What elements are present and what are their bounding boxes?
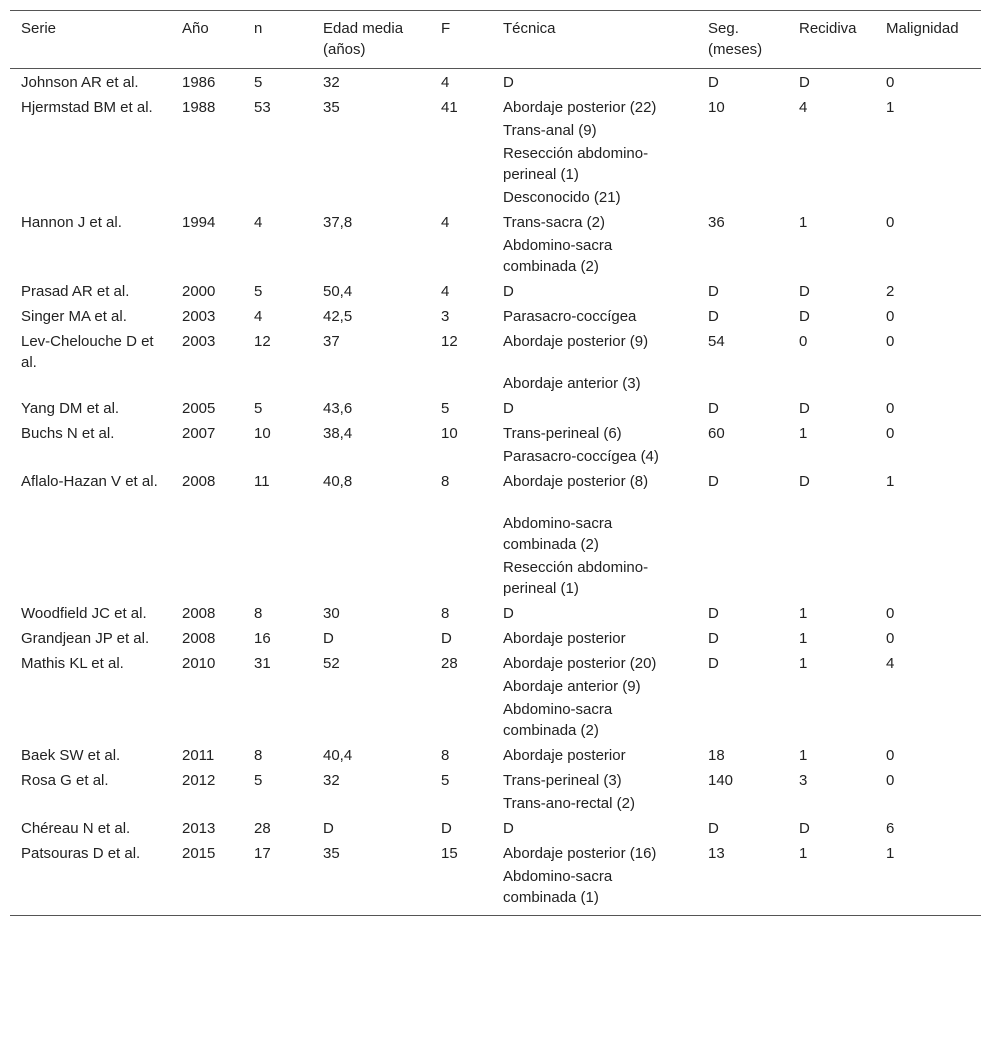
cell-tecnica — [492, 397, 697, 422]
header-f: F — [441, 20, 451, 37]
tecnica-line: Parasacro-coccígea (4) — [503, 448, 659, 465]
tecnica-line: Desconocido (21) — [503, 189, 621, 206]
cell-tecnica — [492, 602, 697, 627]
cell-malignidad: 0 — [886, 400, 895, 417]
cell-f: D — [441, 630, 452, 647]
cell-serie: Chéreau N et al. — [21, 820, 131, 837]
cell-f: 5 — [441, 400, 450, 417]
tecnica-line: Trans-anal (9) — [503, 122, 597, 139]
cell-malignidad: 0 — [886, 333, 895, 350]
cell-seguimiento: 60 — [708, 425, 725, 442]
table-row — [10, 211, 981, 280]
cell-anio: 2005 — [182, 400, 216, 417]
cell-edad-media: 30 — [323, 605, 340, 622]
table-header — [10, 11, 981, 69]
cell-serie: Singer MA et al. — [21, 308, 127, 325]
tecnica-line: Abordaje posterior — [503, 630, 626, 647]
cell-n: 4 — [254, 308, 263, 325]
tecnica-line: Abordaje posterior (9) — [503, 333, 649, 350]
cell-n: 31 — [254, 655, 271, 672]
cell-edad-media: 32 — [323, 772, 340, 789]
cell-serie: Patsouras D et al. — [21, 845, 141, 862]
cell-anio: 1994 — [182, 214, 216, 231]
cell-f: 4 — [441, 74, 450, 91]
cell-tecnica — [492, 817, 697, 842]
header-anio: Año — [182, 20, 209, 37]
cell-n: 5 — [254, 772, 263, 789]
cell-recidiva: 1 — [799, 605, 808, 622]
table-row — [10, 652, 981, 744]
cell-edad-media: 50,4 — [323, 283, 353, 300]
table-row — [10, 69, 981, 97]
cell-seguimiento: D — [708, 473, 719, 490]
tecnica-line: Abdomino-sacra combinada (2) — [503, 515, 613, 553]
table-row — [10, 422, 981, 470]
cell-anio: 2007 — [182, 425, 216, 442]
cell-malignidad: 0 — [886, 747, 895, 764]
header-serie: Serie — [21, 20, 57, 37]
cell-anio: 1986 — [182, 74, 216, 91]
cell-anio: 2003 — [182, 308, 216, 325]
cell-edad-media: D — [323, 630, 334, 647]
cell-f: 41 — [441, 99, 458, 116]
cell-recidiva: D — [799, 473, 810, 490]
cell-anio: 2010 — [182, 655, 216, 672]
tecnica-line: Abdomino-sacra combinada (2) — [503, 701, 613, 739]
cell-anio: 1988 — [182, 99, 216, 116]
cell-seguimiento: 54 — [708, 333, 725, 350]
header-recidiva: Recidiva — [799, 20, 857, 37]
cell-serie: Aflalo-Hazan V et al. — [21, 473, 158, 490]
cell-serie: Buchs N et al. — [21, 425, 115, 442]
cell-anio: 2013 — [182, 820, 216, 837]
cell-serie: Hjermstad BM et al. — [21, 99, 153, 116]
table-row — [10, 842, 981, 916]
table-row — [10, 602, 981, 627]
table-row — [10, 769, 981, 817]
tecnica-line: D — [503, 74, 514, 91]
cell-serie: Rosa G et al. — [21, 772, 109, 789]
tecnica-line: D — [503, 605, 514, 622]
cell-serie: Baek SW et al. — [21, 747, 121, 764]
cell-anio: 2003 — [182, 333, 216, 350]
header-malignidad: Malignidad — [886, 20, 959, 37]
cell-anio: 2015 — [182, 845, 216, 862]
cell-recidiva: 1 — [799, 747, 808, 764]
series-table — [10, 10, 981, 916]
header-tecnica: Técnica — [503, 20, 556, 37]
cell-f: 8 — [441, 605, 450, 622]
cell-recidiva: 3 — [799, 772, 808, 789]
cell-anio: 2011 — [182, 747, 215, 764]
tecnica-line: Trans-perineal (3) — [503, 772, 622, 789]
cell-tecnica — [492, 652, 697, 744]
cell-recidiva: D — [799, 283, 810, 300]
cell-edad-media: 52 — [323, 655, 340, 672]
cell-seguimiento: D — [708, 283, 719, 300]
tecnica-line: Parasacro-coccígea — [503, 308, 637, 325]
table-row — [10, 744, 981, 769]
cell-n: 8 — [254, 605, 263, 622]
cell-f: 4 — [441, 283, 450, 300]
cell-tecnica — [492, 627, 697, 652]
cell-recidiva: D — [799, 820, 810, 837]
cell-edad-media: 35 — [323, 845, 340, 862]
cell-f: 15 — [441, 845, 458, 862]
cell-malignidad: 2 — [886, 283, 895, 300]
cell-f: 8 — [441, 473, 450, 490]
cell-recidiva: 4 — [799, 99, 808, 116]
cell-malignidad: 0 — [886, 308, 895, 325]
cell-malignidad: 0 — [886, 214, 895, 231]
tecnica-line: D — [503, 400, 514, 417]
cell-tecnica — [492, 330, 697, 397]
cell-n: 5 — [254, 74, 263, 91]
cell-tecnica — [492, 211, 697, 280]
cell-edad-media: 40,8 — [323, 473, 353, 490]
cell-tecnica — [492, 305, 697, 330]
tecnica-line: Trans-ano-rectal (2) — [503, 795, 635, 812]
cell-serie: Johnson AR et al. — [21, 74, 139, 91]
cell-serie: Woodfield JC et al. — [21, 605, 147, 622]
cell-malignidad: 1 — [886, 845, 895, 862]
tecnica-line: Abordaje posterior (22) — [503, 99, 657, 116]
cell-f: 28 — [441, 655, 458, 672]
tecnica-line: Trans-sacra (2) — [503, 214, 605, 231]
cell-malignidad: 0 — [886, 772, 895, 789]
cell-recidiva: 0 — [799, 333, 808, 350]
cell-edad-media: D — [323, 820, 334, 837]
cell-tecnica — [492, 422, 697, 470]
table-body — [10, 69, 981, 916]
cell-seguimiento: 140 — [708, 772, 734, 789]
tecnica-line: D — [503, 283, 514, 300]
table-row — [10, 330, 981, 397]
header-seguimiento: Seg. (meses) — [708, 20, 763, 58]
cell-recidiva: 1 — [799, 425, 808, 442]
cell-seguimiento: 36 — [708, 214, 725, 231]
cell-recidiva: D — [799, 308, 810, 325]
header-n: n — [254, 20, 263, 37]
cell-n: 4 — [254, 214, 263, 231]
cell-seguimiento: D — [708, 308, 719, 325]
cell-tecnica — [492, 470, 697, 602]
tecnica-line: Abordaje posterior (20) — [503, 655, 657, 672]
tecnica-line: Resección abdomino-perineal (1) — [503, 559, 649, 597]
cell-f: 4 — [441, 214, 450, 231]
cell-recidiva: D — [799, 400, 810, 417]
table-row — [10, 627, 981, 652]
cell-seguimiento: 18 — [708, 747, 725, 764]
tecnica-line: D — [503, 820, 514, 837]
table-row — [10, 280, 981, 305]
cell-serie: Prasad AR et al. — [21, 283, 130, 300]
cell-anio: 2000 — [182, 283, 216, 300]
tecnica-line: Trans-perineal (6) — [503, 425, 622, 442]
tecnica-line: Resección abdomino-perineal (1) — [503, 145, 649, 183]
cell-serie: Grandjean JP et al. — [21, 630, 150, 647]
header-row — [10, 11, 981, 69]
cell-edad-media: 40,4 — [323, 747, 353, 764]
cell-recidiva: 1 — [799, 630, 808, 647]
cell-n: 11 — [254, 473, 270, 490]
table-container — [10, 10, 981, 916]
tecnica-line: Abordaje posterior — [503, 747, 626, 764]
cell-seguimiento: D — [708, 400, 719, 417]
cell-tecnica — [492, 744, 697, 769]
cell-malignidad: 0 — [886, 630, 895, 647]
cell-tecnica — [492, 842, 697, 916]
cell-anio: 2008 — [182, 605, 216, 622]
table-row — [10, 305, 981, 330]
cell-edad-media: 43,6 — [323, 400, 353, 417]
cell-edad-media: 42,5 — [323, 308, 353, 325]
tecnica-line: Abordaje posterior (16) — [503, 845, 657, 862]
cell-seguimiento: D — [708, 655, 719, 672]
cell-n: 5 — [254, 400, 263, 417]
cell-malignidad: 4 — [886, 655, 895, 672]
cell-malignidad: 1 — [886, 473, 895, 490]
cell-seguimiento: 13 — [708, 845, 725, 862]
cell-f: 5 — [441, 772, 450, 789]
cell-malignidad: 0 — [886, 74, 895, 91]
cell-malignidad: 0 — [886, 425, 895, 442]
cell-n: 5 — [254, 283, 263, 300]
tecnica-line: Abordaje anterior (3) — [503, 375, 641, 392]
cell-f: D — [441, 820, 452, 837]
tecnica-line: Abdomino-sacra combinada (2) — [503, 237, 613, 275]
cell-f: 12 — [441, 333, 458, 350]
table-row — [10, 470, 981, 602]
cell-seguimiento: D — [708, 605, 719, 622]
cell-edad-media: 35 — [323, 99, 340, 116]
cell-malignidad: 0 — [886, 605, 895, 622]
table-row — [10, 397, 981, 422]
cell-seguimiento: D — [708, 74, 719, 91]
cell-seguimiento: D — [708, 820, 719, 837]
tecnica-line: Abdomino-sacra combinada (1) — [503, 868, 613, 906]
cell-edad-media: 38,4 — [323, 425, 353, 442]
cell-tecnica — [492, 96, 697, 211]
cell-n: 16 — [254, 630, 271, 647]
cell-seguimiento: 10 — [708, 99, 725, 116]
cell-serie: Hannon J et al. — [21, 214, 122, 231]
cell-malignidad: 6 — [886, 820, 895, 837]
cell-anio: 2008 — [182, 630, 216, 647]
table-row — [10, 817, 981, 842]
cell-f: 8 — [441, 747, 450, 764]
cell-recidiva: 1 — [799, 655, 808, 672]
cell-recidiva: 1 — [799, 214, 808, 231]
cell-f: 3 — [441, 308, 450, 325]
cell-serie: Lev-Chelouche D et al. — [21, 333, 154, 371]
cell-n: 17 — [254, 845, 271, 862]
cell-recidiva: 1 — [799, 845, 808, 862]
cell-n: 10 — [254, 425, 271, 442]
cell-n: 28 — [254, 820, 271, 837]
cell-seguimiento: D — [708, 630, 719, 647]
cell-n: 53 — [254, 99, 271, 116]
cell-malignidad: 1 — [886, 99, 895, 116]
cell-anio: 2012 — [182, 772, 216, 789]
header-edad-media: Edad media (años) — [323, 20, 404, 58]
cell-tecnica — [492, 769, 697, 817]
cell-f: 10 — [441, 425, 458, 442]
cell-n: 8 — [254, 747, 263, 764]
cell-serie: Yang DM et al. — [21, 400, 120, 417]
table-row — [10, 96, 981, 211]
cell-tecnica — [492, 280, 697, 305]
cell-anio: 2008 — [182, 473, 216, 490]
cell-edad-media: 37,8 — [323, 214, 353, 231]
cell-edad-media: 37 — [323, 333, 340, 350]
tecnica-line: Abordaje anterior (9) — [503, 678, 641, 695]
cell-serie: Mathis KL et al. — [21, 655, 124, 672]
tecnica-line: Abordaje posterior (8) — [503, 473, 649, 490]
cell-tecnica — [492, 69, 697, 97]
cell-edad-media: 32 — [323, 74, 340, 91]
cell-recidiva: D — [799, 74, 810, 91]
cell-n: 12 — [254, 333, 271, 350]
